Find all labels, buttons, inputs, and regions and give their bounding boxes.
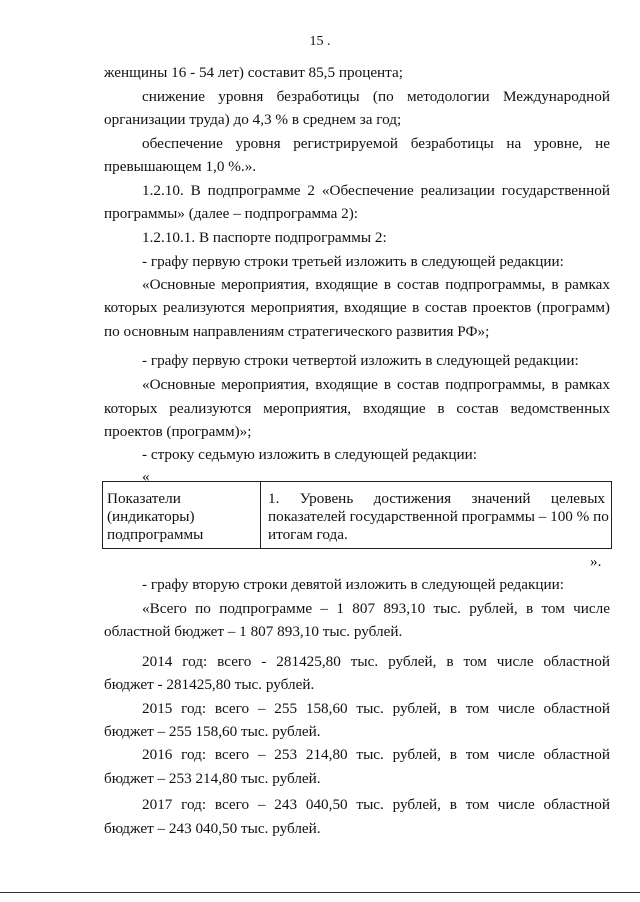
text-line: «Основные мероприятия, входящие в состав подпрограммы, в рамках bbox=[142, 276, 610, 293]
text-line: - графу вторую строки девятой изложить в следующей редакции: bbox=[142, 576, 565, 593]
text-line: 1.2.10.1. В паспорте подпрограммы 2: bbox=[142, 229, 387, 246]
text-line: по основным направлениям стратегического развития РФ»; bbox=[104, 323, 490, 340]
indicators-table bbox=[102, 481, 612, 549]
text-line: областной бюджет – 1 807 893,10 тыс. рублей. bbox=[104, 623, 403, 640]
text-line: 2015 год: всего – 255 158,60 тыс. рублей, в том числе областной bbox=[142, 700, 610, 717]
text-line: бюджет - 281425,80 тыс. рублей. bbox=[104, 676, 315, 693]
table-left-cell: Показатели bbox=[107, 490, 181, 507]
text-line: бюджет – 253 214,80 тыс. рублей. bbox=[104, 770, 321, 787]
closing-quote: ». bbox=[590, 553, 602, 570]
text-line: которых реализуются мероприятия, входящие в состав проектов (программ) bbox=[104, 299, 610, 316]
text-line: 2016 год: всего – 253 214,80 тыс. рублей, в том числе областной bbox=[142, 746, 610, 763]
text-line: снижение уровня безработицы (по методологии Международной bbox=[142, 88, 610, 105]
text-line: женщины 16 - 54 лет) составит 85,5 процента; bbox=[104, 64, 403, 81]
text-line: которых реализуются мероприятия, входящие в состав ведомственных bbox=[104, 400, 610, 417]
text-line: организации труда) до 4,3 % в среднем за год; bbox=[104, 111, 402, 128]
table-right-cell: итогам года. bbox=[268, 526, 348, 543]
page-bottom-rule bbox=[0, 892, 640, 893]
table-left-cell: подпрограммы bbox=[107, 526, 204, 543]
table-right-cell: 1. Уровень достижения значений целевых bbox=[268, 490, 605, 507]
table-right-cell: показателей государственной программы – 100 % по bbox=[268, 508, 609, 525]
text-line: «Всего по подпрограмме – 1 807 893,10 тыс. рублей, в том числе bbox=[142, 600, 610, 617]
text-line: 2014 год: всего - 281425,80 тыс. рублей, в том числе областной bbox=[142, 653, 610, 670]
text-line: проектов (программ)»; bbox=[104, 423, 252, 440]
text-line: превышающем 1,0 %.». bbox=[104, 158, 257, 175]
text-line: обеспечение уровня регистрируемой безработицы на уровне, не bbox=[142, 135, 610, 152]
page-number: 15 . bbox=[309, 34, 331, 49]
text-line: 2017 год: всего – 243 040,50 тыс. рублей, в том числе областной bbox=[142, 796, 610, 813]
table-left-cell: (индикаторы) bbox=[107, 508, 195, 525]
text-line: - строку седьмую изложить в следующей редакции: bbox=[142, 446, 477, 463]
text-line: бюджет – 243 040,50 тыс. рублей. bbox=[104, 820, 321, 837]
text-line: 1.2.10. В подпрограмме 2 «Обеспечение реализации государственной bbox=[142, 182, 610, 199]
table-divider bbox=[260, 482, 261, 548]
open-quote: « bbox=[142, 468, 150, 485]
text-line: программы» (далее – подпрограмма 2): bbox=[104, 205, 359, 222]
text-line: «Основные мероприятия, входящие в состав подпрограммы, в рамках bbox=[142, 376, 610, 393]
text-line: бюджет – 255 158,60 тыс. рублей. bbox=[104, 723, 321, 740]
text-line: - графу первую строки третьей изложить в следующей редакции: bbox=[142, 253, 564, 270]
text-line: - графу первую строки четвертой изложить в следующей редакции: bbox=[142, 352, 579, 369]
